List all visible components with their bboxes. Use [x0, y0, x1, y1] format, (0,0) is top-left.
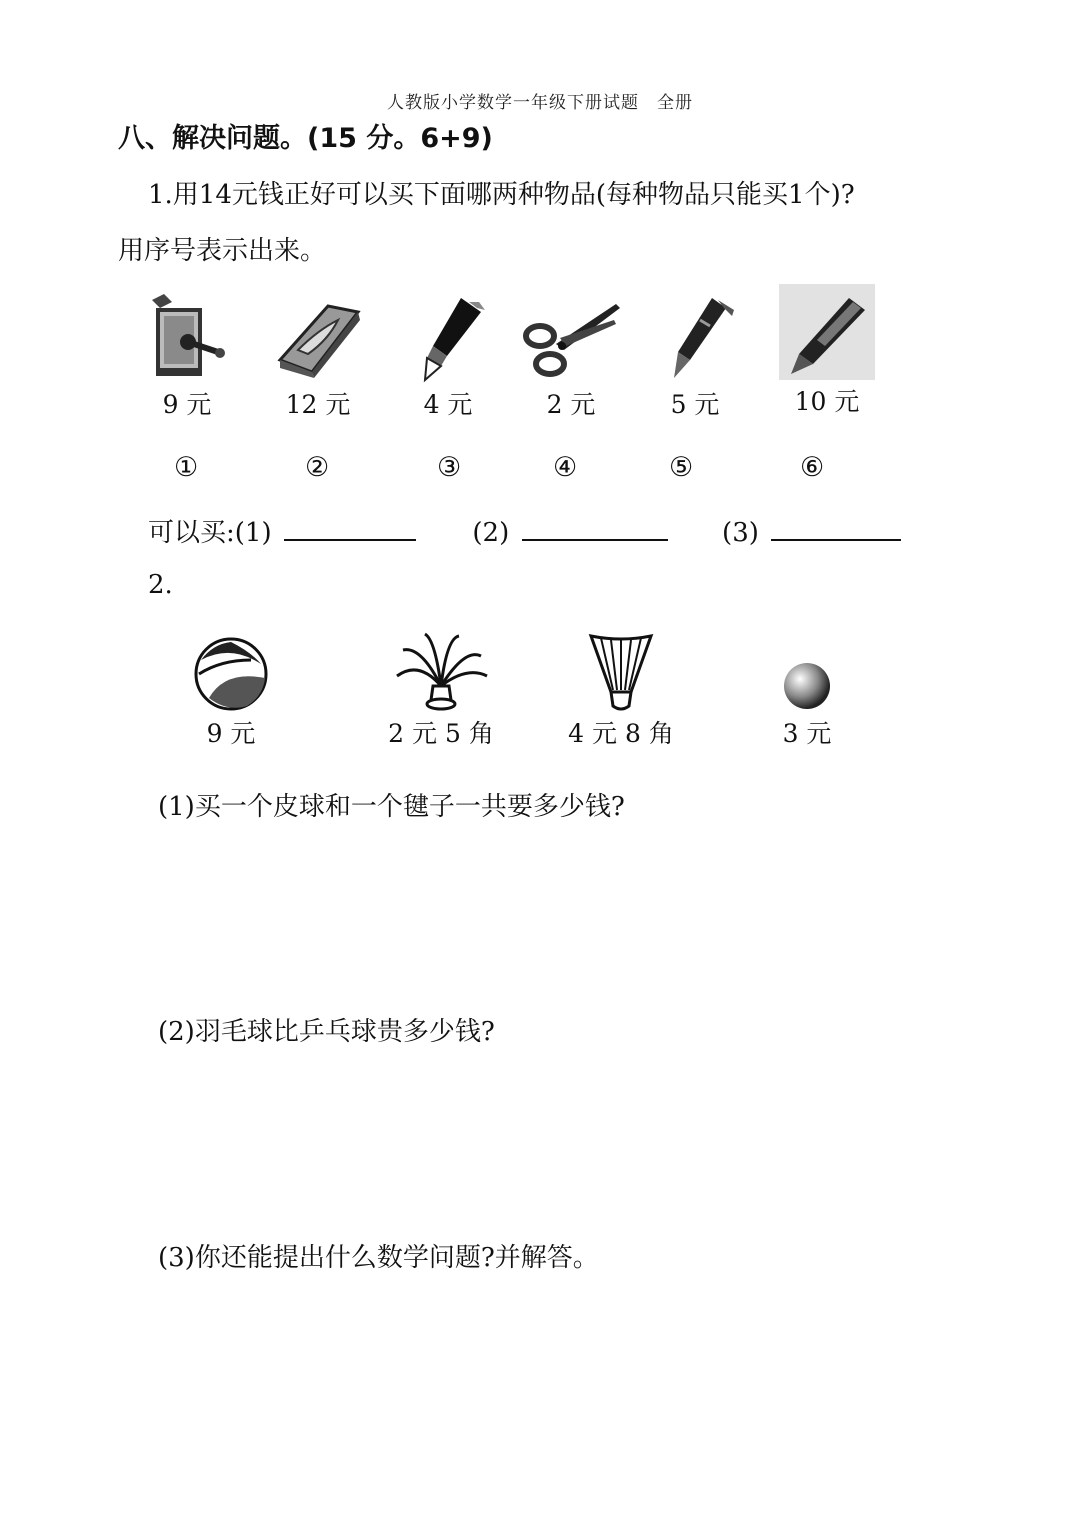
q2-item-2	[346, 630, 536, 750]
section-title: 八、解决问题。(15 分。6+9)	[118, 123, 493, 154]
answer-3-label: (3)	[722, 518, 759, 548]
sub-question-1: (1)买一个皮球和一个毽子一共要多少钱?	[158, 792, 625, 822]
answer-2-label: (2)	[472, 518, 510, 548]
item-6	[762, 284, 892, 418]
answer-row	[148, 512, 901, 549]
pencil-sharpener-icon	[142, 290, 232, 385]
q2-item-4	[742, 630, 872, 750]
serial-1: ①	[174, 452, 199, 483]
serial-3: ③	[437, 452, 462, 483]
q2-item-4-price: 3 元	[782, 719, 832, 748]
item-2-price: 12 元	[285, 390, 351, 419]
answer-2-blank[interactable]	[522, 513, 668, 541]
item-5	[630, 290, 760, 421]
item-3	[383, 290, 513, 421]
question-1-text-cont: 用序号表示出来。	[118, 236, 327, 266]
ping-pong-ball-icon	[767, 630, 847, 714]
serial-2: ②	[305, 452, 330, 483]
q2-item-3-price: 4 元 8 角	[568, 719, 674, 748]
ballpoint-pen-icon	[650, 290, 740, 385]
sub-question-2: (2)羽毛球比乒乓球贵多少钱?	[158, 1017, 495, 1047]
item-5-price: 5 元	[670, 390, 720, 419]
q2-item-2-price: 2 元 5 角	[388, 719, 494, 748]
pen-icon	[779, 284, 875, 382]
q2-item-3	[556, 630, 686, 750]
item-6-price: 10 元	[794, 387, 860, 416]
item-4	[506, 290, 636, 421]
item-2	[253, 290, 383, 421]
q2-item-1	[166, 630, 296, 750]
answer-label: 可以买:	[148, 518, 235, 548]
badminton-shuttlecock-icon	[581, 630, 661, 714]
item-3-price: 4 元	[423, 390, 473, 419]
item-1	[122, 290, 252, 421]
answer-1-blank[interactable]	[284, 513, 416, 541]
sub-question-3: (3)你还能提出什么数学问题?并解答。	[158, 1243, 599, 1273]
serial-5: ⑤	[669, 452, 694, 483]
shuttlecock-jianzi-icon	[389, 630, 493, 714]
serial-6: ⑥	[800, 452, 825, 483]
page-header: 人教版小学数学一年级下册试题 全册	[387, 93, 693, 113]
question-1-text: 1.用14元钱正好可以买下面哪两种物品(每种物品只能买1个)?	[148, 180, 855, 210]
item-4-price: 2 元	[546, 390, 596, 419]
serial-4: ④	[553, 452, 578, 483]
pencil-case-icon	[268, 290, 368, 385]
answer-1-label: (1)	[234, 518, 272, 548]
leather-ball-icon	[191, 630, 271, 714]
q2-item-1-price: 9 元	[206, 719, 256, 748]
question-2-label: 2.	[148, 570, 173, 600]
fountain-pen-icon	[403, 290, 493, 385]
item-1-price: 9 元	[162, 390, 212, 419]
scissors-icon	[516, 290, 626, 385]
answer-3-blank[interactable]	[771, 513, 901, 541]
